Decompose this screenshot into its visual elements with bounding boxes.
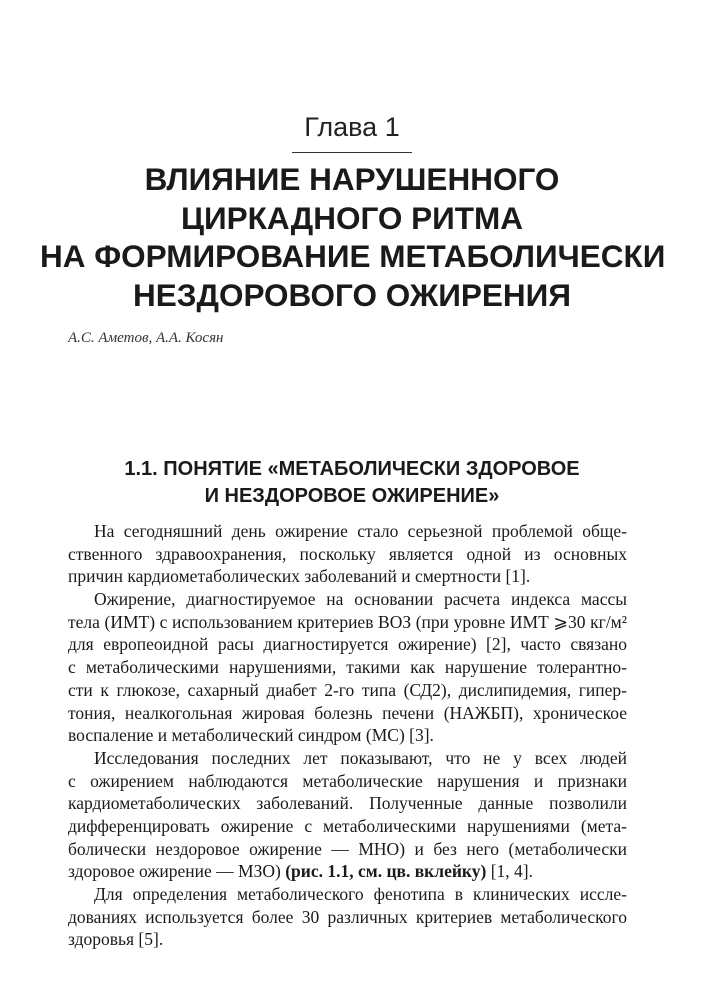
text-line: Для определения метаболического фенотипа в клинических иссле-	[94, 884, 627, 904]
text-line: дифференцировать ожирение с метаболическими нарушениями (мета-	[68, 815, 627, 836]
text-line: Исследования последних лет показывают, что не у всех людей	[94, 747, 627, 768]
chapter-title-line: ЦИРКАДНОГО РИТМА	[180, 199, 524, 236]
authors: А.С. Аметов, А.А. Косян	[68, 330, 224, 346]
text-line: сти к глюкозе, сахарный диабет 2-го типа (СД2), дислипидемия, гипер-	[68, 679, 627, 700]
chapter-title-line: НЕЗДОРОВОГО ОЖИРЕНИЯ	[133, 276, 571, 313]
chapter-title	[40, 160, 664, 314]
text-line: кардиометаболических заболеваний. Полученные данные позволили	[68, 793, 627, 814]
section-title-line: И НЕЗДОРОВОЕ ОЖИРЕНИЕ»	[204, 484, 500, 507]
text-line: дованиях используется более 30 различных критериев метаболического	[68, 906, 627, 927]
chapter-title-line: НА ФОРМИРОВАНИЕ МЕТАБОЛИЧЕСКИ	[40, 238, 666, 274]
section-title	[40, 456, 664, 509]
text-line: На сегодняшний день ожирение стало серьезной проблемой обще-	[94, 521, 627, 541]
section-title-line: 1.1. ПОНЯТИЕ «МЕТАБОЛИЧЕСКИ ЗДОРОВОЕ	[124, 458, 580, 480]
text-line: с ожирением наблюдаются метаболические нарушения и признаки	[68, 770, 627, 791]
text-line: тела (ИМТ) с использованием критериев ВОЗ (при уровне ИМТ ⩾30 кг/м²	[68, 611, 627, 632]
chapter-title-line: ВЛИЯНИЕ НАРУШЕННОГО	[144, 161, 560, 197]
text-line: для европеоидной расы диагностируется ожирение) [2], часто связано	[68, 634, 627, 655]
chapter-label: Глава 1	[304, 112, 400, 142]
text-line: Ожирение, диагностируемое на основании расчета индекса массы	[94, 589, 627, 610]
text-line: воспаление и метаболический синдром (МС) [3].	[68, 725, 434, 746]
figure-reference: (рис. 1.1, см. цв. вклейку)	[285, 861, 487, 882]
text-line: тония, неалкогольная жировая болезнь печени (НАЖБП), хроническое	[68, 702, 627, 723]
chapter-rule	[292, 152, 412, 153]
text-run: [1, 4].	[486, 861, 533, 882]
text-line: ственного здравоохранения, поскольку является одной из основных	[68, 543, 627, 564]
text-line: причин кардиометаболических заболеваний и смертности [1].	[68, 566, 531, 587]
body-text	[68, 520, 627, 951]
text-line: с метаболическими нарушениями, такими как нарушение толерантно-	[68, 657, 627, 678]
text-line: болически нездоровое ожирение — МНО) и без него (метаболически	[68, 838, 627, 859]
text-run: здоровое ожирение — МЗО)	[68, 861, 286, 882]
text-line	[68, 860, 627, 883]
text-line: здоровья [5].	[68, 929, 164, 950]
